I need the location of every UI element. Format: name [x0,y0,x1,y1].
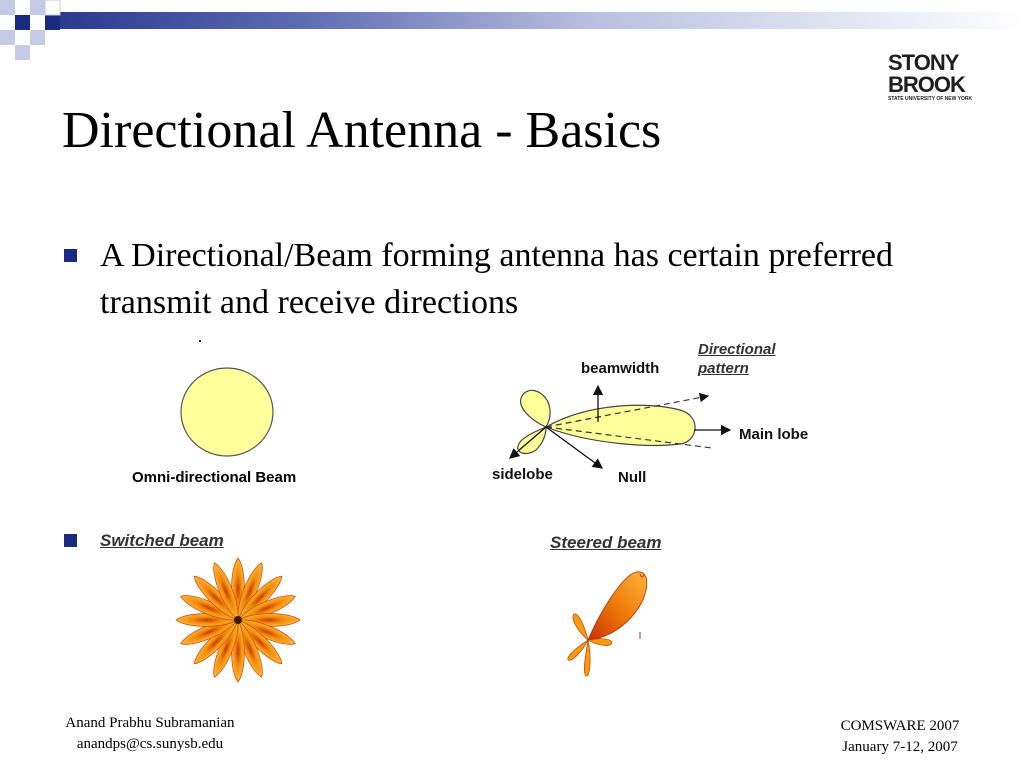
stray-dot [199,340,201,342]
steered-side-lobe-2 [568,640,588,660]
footer-author-email: anandps@cs.sunysb.edu [76,736,224,752]
bullet-square-icon [64,249,77,262]
beamwidth-label: beamwidth [581,360,660,377]
switched-beam-center [234,616,242,624]
footer-author-name: Anand Prabhu Subramanian [65,715,235,731]
main-lobe [546,405,695,445]
logo-subtitle: STATE UNIVERSITY OF NEW YORK [888,96,973,102]
omni-beam-figure [170,362,285,462]
omni-beam-circle [181,368,273,456]
steered-side-lobe-4 [588,639,612,646]
main-lobe-label: Main lobe [739,426,809,443]
steered-beam-figure [560,562,660,686]
steered-side-lobe-1 [573,614,588,640]
switched-beam-label: Switched beam [100,531,224,550]
side-lobe-upper [521,390,551,427]
logo-line-2: BROOK [888,72,965,97]
directional-pattern-title-line1: Directional [698,341,776,358]
steered-beam-label: Steered beam [550,533,662,552]
footer-conference-dates: January 7-12, 2007 [842,739,958,755]
directional-pattern-title-line2: pattern [698,360,749,377]
footer-conference [820,716,980,758]
footer-conference-name: COMSWARE 2007 [840,718,960,734]
steered-main-lobe [588,572,647,640]
bullet-text: A Directional/Beam forming antenna has certain preferred transmit and receive directions [100,237,893,321]
switched-beam-figure [166,553,310,687]
bullet-square-icon [64,534,77,547]
null-label: Null [618,469,647,486]
slide-title: Directional Antenna - Basics [62,102,662,159]
university-logo [886,52,974,102]
footer-author [40,713,260,755]
sidelobe-label: sidelobe [492,466,553,483]
logo-line-1: STONY [888,50,959,75]
header-decoration [0,0,1024,62]
omni-beam-label: Omni-directional Beam [132,469,297,486]
